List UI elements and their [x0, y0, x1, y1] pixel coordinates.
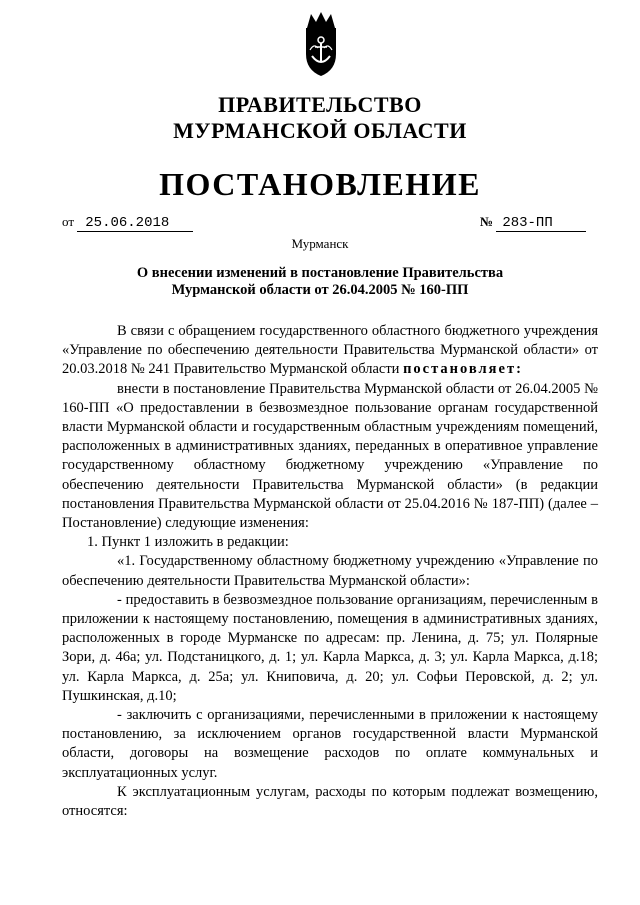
- coat-of-arms-icon: [298, 10, 344, 78]
- document-type: ПОСТАНОВЛЕНИЕ: [159, 166, 481, 202]
- government-name-line1: ПРАВИТЕЛЬСТВО: [218, 92, 422, 117]
- date-prefix: от: [62, 214, 75, 229]
- number-prefix: №: [480, 214, 494, 229]
- paragraph-contract: - заключить с организациями, перечисленными в приложении к настоящему постановлению, за исключением органов государственной власти Мурманской области, договоры на возмещение расходов по оплате коммунальных и эксплуатационных услуг.: [62, 707, 598, 781]
- paragraph-item1: 1. Пункт 1 изложить в редакции:: [87, 534, 289, 551]
- decree-keyword: постановляет:: [403, 361, 523, 378]
- document-body: [62, 322, 598, 821]
- document-number: [480, 214, 586, 232]
- paragraph-item1-text: «1. Государственному областному бюджетному учреждению «Управление по обеспечению деятельности Правительства Мурманской области»:: [62, 553, 598, 589]
- document-title: [80, 265, 560, 299]
- preamble-text: В связи с обращением государственного областного бюджетного учреждения «Управление по обеспечению деятельности Правительства Мурманской области» от 20.03.2018 № 241 Правительство Мурманской области: [62, 323, 598, 378]
- document-date: [62, 214, 193, 232]
- title-line2: Мурманской области от 26.04.2005 № 160-ПП: [171, 282, 469, 298]
- paragraph-amend: внести в постановление Правительства Мурманской области от 26.04.2005 № 160-ПП «О предоставлении в безвозмездное пользование органам государственной власти Мурманской области и государственным областным учреждениям помещений, расположенных в административных зданиях, переданных в оперативное управление государственному областному бюджетному учреждению «Управление по обеспечению деятельности Правительства Мурманской области» (в редакции постановления Правительства Мурманской области от 25.04.2016 № 187-ПП) (далее – Постановление) следующие изменения:: [62, 380, 598, 532]
- title-line1: О внесении изменений в постановление Правительства: [136, 265, 504, 281]
- number-value: 283-ПП: [496, 215, 586, 232]
- government-name-line2: МУРМАНСКОЙ ОБЛАСТИ: [173, 118, 467, 143]
- paragraph-preamble: [62, 322, 598, 380]
- paragraph-services: К эксплуатационным услугам, расходы по которым подлежат возмещению, относятся:: [62, 783, 598, 820]
- city: Мурманск: [291, 236, 349, 251]
- paragraph-provide: - предоставить в безвозмездное пользование организациям, перечисленным в приложении к настоящему постановлению, помещения в административных зданиях, расположенных в городе Мурманске по адресам: пр. Ленина, д. 75; ул. Полярные Зори, д. 46а; ул. Подстаницкого, д. 1; ул. Карла Маркса, д. 3; ул. Карла Маркса, д.18; ул. Карла Маркса, д. 25а; ул. Книповича, д. 20; ул. Софьи Перовской, д. 2; ул. Пушкинская, д.10;: [62, 591, 598, 704]
- date-value: 25.06.2018: [77, 215, 193, 232]
